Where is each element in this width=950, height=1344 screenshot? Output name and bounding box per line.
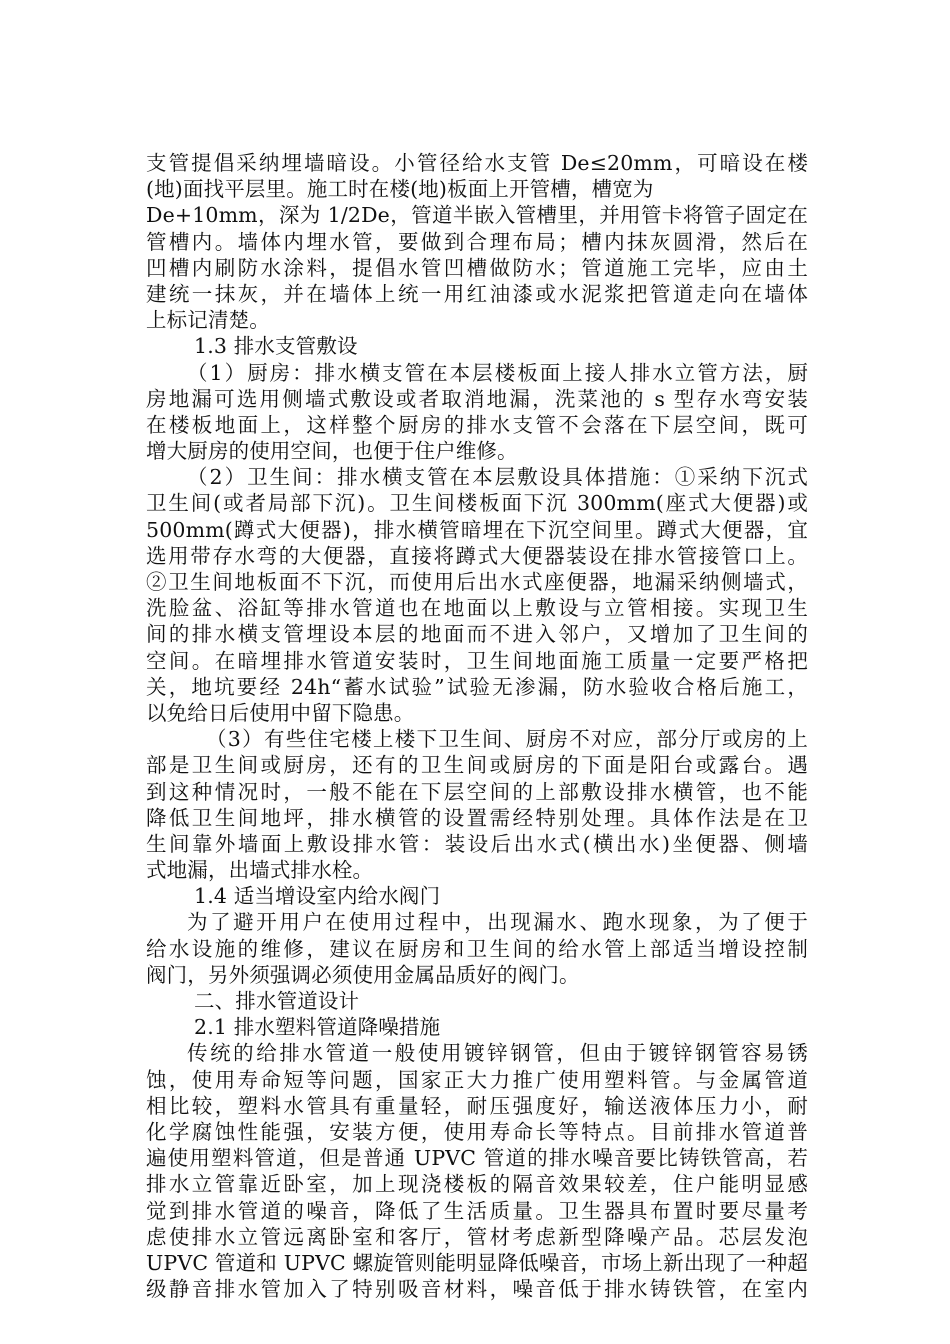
section-heading: 1.3 排水支管敷设 [194, 334, 358, 359]
text-line: 阀门，另外须强调必须使用金属品质好的阀门。 [146, 962, 580, 987]
text-line: 洗脸盆、浴缸等排水管道也在地面以上敷设与立管相接。实现卫生 [146, 596, 808, 621]
text-line: 建统一抹灰，并在墙体上统一用红油漆或水泥浆把管道走向在墙体 [146, 281, 808, 306]
text-line: 关，地坑要经 24h“蓄水试验”试验无渗漏，防水验收合格后施工， [146, 674, 808, 699]
text-line: 凹槽内刷防水涂料，提倡水管凹槽做防水；管道施工完毕，应由土 [146, 255, 808, 280]
text-line: 以免给日后使用中留下隐患。 [146, 700, 415, 725]
text-line: UPVC 管道和 UPVC 螺旋管则能明显降低噪音，市场上新出现了一种超 [146, 1250, 808, 1275]
text-line: 传统的给排水管道一般使用镀锌钢管，但由于镀锌钢管容易锈 [187, 1041, 808, 1066]
text-line: 排水立管靠近卧室，加上现浇楼板的隔音效果较差，住户能明显感 [146, 1172, 808, 1197]
section-heading: 2.1 排水塑料管道降噪措施 [194, 1015, 441, 1040]
text-line: 选用带存水弯的大便器，直接将蹲式大便器装设在排水管接管口上。 [146, 543, 808, 568]
text-line: 上标记清楚。 [146, 308, 270, 333]
text-line: 空间。在暗埋排水管道安装时，卫生间地面施工质量一定要严格把 [146, 648, 808, 673]
text-line: 卫生间(或者局部下沉)。卫生间楼板面下沉 300mm(座式大便器)或 [146, 491, 808, 516]
text-line: De+10mm，深为 1/2De，管道半嵌入管槽里，并用管卡将管子固定在 [146, 203, 808, 228]
section-heading: 1.4 适当增设室内给水阀门 [194, 884, 441, 909]
text-line: (地)面找平层里。施工时在楼(地)板面上开管槽，槽宽为 [146, 177, 654, 202]
text-line: 生间靠外墙面上敷设排水管：装设后出水式(横出水)坐便器、侧墙 [146, 831, 808, 856]
text-line: 式地漏，出墙式排水栓。 [146, 858, 374, 883]
text-line: （2）卫生间：排水横支管在本层敷设具体措施：①采纳下沉式 [187, 465, 808, 490]
text-line: 虑使排水立管远离卧室和客厅，管材考虑新型降噪产品。芯层发泡 [146, 1224, 808, 1249]
text-line: 给水设施的维修，建议在厨房和卫生间的给水管上部适当增设控制 [146, 936, 808, 961]
text-line: 降低卫生间地坪，排水横管的设置需经特别处理。具体作法是在卫 [146, 805, 808, 830]
text-line: ②卫生间地板面不下沉，而使用后出水式座便器，地漏采纳侧墙式， [146, 570, 808, 594]
text-line: （1）厨房：排水横支管在本层楼板面上接人排水立管方法，厨 [187, 360, 808, 385]
text-line: 为了避开用户在使用过程中，出现漏水、跑水现象，为了便于 [187, 910, 808, 935]
text-line: 支管提倡采纳埋墙暗设。小管径给水支管 De≤20mm，可暗设在楼 [146, 151, 808, 175]
text-line: 在楼板地面上，这样整个厨房的排水支管不会落在下层空间，既可 [146, 412, 808, 437]
text-line: 增大厨房的使用空间，也便于住户维修。 [146, 439, 518, 464]
text-line: 觉到排水管道的噪音，降低了生活质量。卫生器具布置时要尽量考 [146, 1198, 808, 1223]
text-line: 间的排水横支管埋设本层的地面而不进入邻户，又增加了卫生间的 [146, 622, 808, 647]
chapter-heading: 二、排水管道设计 [194, 989, 360, 1013]
text-line: 化学腐蚀性能强，安装方便，使用寿命长等特点。目前排水管道普 [146, 1119, 808, 1144]
text-line: 部是卫生间或厨房，还有的卫生间或厨房的下面是阳台或露台。遇 [146, 753, 808, 778]
text-line: 500mm(蹲式大便器)，排水横管暗埋在下沉空间里。蹲式大便器，宜 [146, 517, 808, 542]
text-line: 相比较，塑料水管具有重量轻，耐压强度好，输送液体压力小，耐 [146, 1093, 808, 1118]
text-line: 遍使用塑料管道，但是普通 UPVC 管道的排水噪音要比铸铁管高，若 [146, 1146, 808, 1171]
text-line: 到这种情况时，一般不能在下层空间的上部敷设排水横管，也不能 [146, 779, 808, 804]
body-text [146, 150, 808, 1302]
text-line: 房地漏可选用侧墙式敷设或者取消地漏，洗菜池的 s 型存水弯安装 [146, 386, 808, 411]
text-line: 级静音排水管加入了特别吸音材料，噪音低于排水铸铁管，在室内 [146, 1277, 808, 1302]
text-line: （3）有些住宅楼上楼下卫生间、厨房不对应，部分厅或房的上 [206, 727, 808, 752]
text-line: 蚀，使用寿命短等问题，国家正大力推广使用塑料管。与金属管道 [146, 1067, 808, 1092]
text-line: 管槽内。墙体内埋水管，要做到合理布局；槽内抹灰圆滑，然后在 [146, 229, 808, 254]
